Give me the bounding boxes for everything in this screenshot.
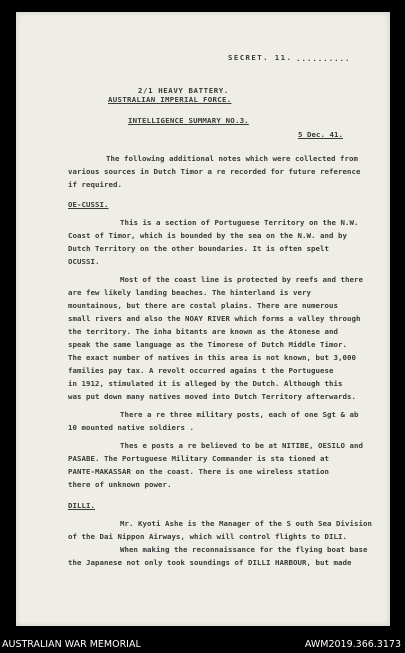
para2-line-1: Most of the coast line is protected by reefs and there [120, 275, 363, 284]
typed-document [16, 12, 390, 626]
para5-line-2: of the Dai Nippon Airways, which will control flights to DILI. [68, 532, 347, 541]
para4-line-4: there of unknown power. [68, 480, 172, 489]
para5-line-4: the Japanese not only took soundings of DILLI HARBOUR, but made [68, 558, 352, 567]
para4-line-1: Thes e posts a re believed to be at NITIBE, OESILO and [120, 441, 363, 450]
intro-line-1: The following additional notes which were collected from [106, 154, 358, 163]
para2-line-3: mountainous, but there are costal plains. There are numerous [68, 301, 338, 310]
unit-name: 2/1 HEAVY BATTERY. [138, 86, 229, 95]
para2-line-8: families pay tax. A revolt occurred agains t the Portuguese [68, 366, 334, 375]
para1-line-3: Dutch Territory on the other boundaries. It is often spelt [68, 244, 329, 253]
classification-marking: SECRET. 11. [228, 53, 293, 62]
para5-line-3: When making the reconnaissance for the flying boat base [120, 545, 368, 554]
para3-line-2: 10 mounted native soldiers . [68, 423, 194, 432]
para1-line-2: Coast of Timor, which is bounded by the sea on the N.W. and by [68, 231, 347, 240]
para2-line-9: in 1912, stimulated it is alleged by the Dutch. Although this [68, 379, 343, 388]
para2-line-10: was put down many natives moved into Dutch Territory afterwards. [68, 392, 356, 401]
document-date: 5 Dec. 41. [298, 130, 343, 139]
para4-line-3: PANTE-MAKASSAR on the coast. There is one wireless station [68, 467, 329, 476]
classification-dots: .......... [296, 54, 351, 63]
para4-line-2: PASABE. The Portuguese Military Commander is sta tioned at [68, 454, 329, 463]
unit-force: AUSTRALIAN IMPERIAL FORCE. [108, 95, 232, 104]
intro-line-3: if required. [68, 180, 122, 189]
para2-line-4: small rivers and also the NOAY RIVER which forms a valley through [68, 314, 361, 323]
document-title: INTELLIGENCE SUMMARY NO.3. [128, 116, 249, 125]
para3-line-1: There a re three military posts, each of one Sgt & ab [120, 410, 359, 419]
footer-institution: AUSTRALIAN WAR MEMORIAL [2, 639, 141, 650]
para5-line-1: Mr. Kyoti Ashe is the Manager of the S outh Sea Division [120, 519, 372, 528]
section-heading-dilli: DILLI. [68, 501, 95, 510]
para1-line-4: OCUSSI. [68, 257, 100, 266]
document-page [16, 12, 390, 626]
para2-line-6: speak the same language as the Timorese of Dutch Middle Timor. [68, 340, 347, 349]
para2-line-7: The exact number of natives in this area is not known, but 3,000 [68, 353, 356, 362]
footer-accession-number: AWM2019.366.3173 [304, 639, 401, 650]
section-heading-oecussi: OE-CUSSI. [68, 200, 109, 209]
intro-line-2: various sources in Dutch Timor a re recorded for future reference [68, 167, 361, 176]
archive-footer [0, 636, 405, 653]
para2-line-5: the territory. The inha bitants are known as the Atonese and [68, 327, 338, 336]
para1-line-1: This is a section of Portuguese Territory on the N.W. [120, 218, 359, 227]
para2-line-2: are few likely landing beaches. The hinterland is very [68, 288, 311, 297]
